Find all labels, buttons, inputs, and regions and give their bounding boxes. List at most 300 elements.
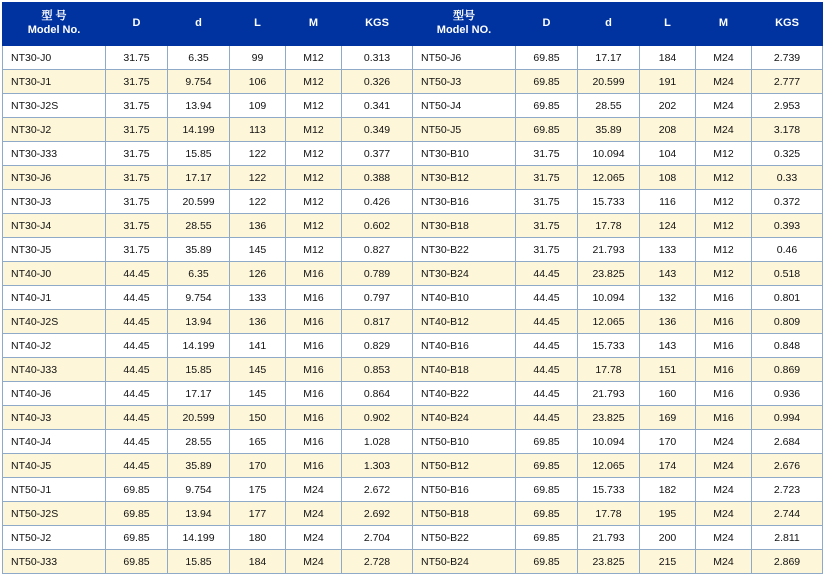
table-row [3, 142, 823, 166]
cell-value: 145 [230, 358, 286, 382]
cell-model: NT40-B22 [413, 382, 516, 406]
cell-value: 44.45 [516, 382, 578, 406]
header-model-right-en: Model NO. [436, 24, 492, 36]
cell-value: M16 [696, 358, 752, 382]
cell-model: NT50-J4 [413, 94, 516, 118]
cell-value: 31.75 [106, 118, 168, 142]
cell-value: 0.902 [342, 406, 413, 430]
cell-value: 136 [230, 214, 286, 238]
cell-value: 31.75 [516, 142, 578, 166]
cell-value: M12 [696, 214, 752, 238]
cell-value: 0.797 [342, 286, 413, 310]
cell-value: 69.85 [106, 526, 168, 550]
cell-value: 0.789 [342, 262, 413, 286]
cell-value: 20.599 [578, 70, 640, 94]
cell-value: 21.793 [578, 382, 640, 406]
cell-model: NT40-B10 [413, 286, 516, 310]
table-row [3, 46, 823, 70]
cell-value: 109 [230, 94, 286, 118]
cell-value: 28.55 [168, 214, 230, 238]
cell-model: NT30-B16 [413, 190, 516, 214]
cell-value: 200 [640, 526, 696, 550]
cell-value: 0.46 [752, 238, 823, 262]
cell-model: NT30-J4 [3, 214, 106, 238]
cell-value: 9.754 [168, 286, 230, 310]
cell-value: 0.372 [752, 190, 823, 214]
cell-value: 17.17 [578, 46, 640, 70]
cell-value: 195 [640, 502, 696, 526]
cell-value: 122 [230, 166, 286, 190]
cell-value: M24 [696, 550, 752, 574]
cell-value: 2.723 [752, 478, 823, 502]
cell-model: NT40-J4 [3, 430, 106, 454]
cell-model: NT30-J1 [3, 70, 106, 94]
cell-value: 0.817 [342, 310, 413, 334]
cell-value: 202 [640, 94, 696, 118]
cell-value: 69.85 [516, 550, 578, 574]
cell-value: 69.85 [516, 502, 578, 526]
cell-value: 108 [640, 166, 696, 190]
cell-value: 2.704 [342, 526, 413, 550]
cell-model: NT30-B22 [413, 238, 516, 262]
cell-value: 2.777 [752, 70, 823, 94]
cell-model: NT40-B18 [413, 358, 516, 382]
cell-value: 133 [640, 238, 696, 262]
cell-value: 12.065 [578, 454, 640, 478]
table-row [3, 502, 823, 526]
cell-value: 145 [230, 238, 286, 262]
cell-value: M12 [696, 142, 752, 166]
cell-value: M24 [696, 502, 752, 526]
cell-model: NT40-J3 [3, 406, 106, 430]
cell-value: 170 [230, 454, 286, 478]
cell-value: 15.733 [578, 190, 640, 214]
cell-model: NT50-J33 [3, 550, 106, 574]
cell-value: 132 [640, 286, 696, 310]
cell-value: 15.85 [168, 142, 230, 166]
table-row [3, 262, 823, 286]
cell-value: 169 [640, 406, 696, 430]
table-row [3, 334, 823, 358]
specification-table [2, 2, 823, 574]
cell-value: 17.78 [578, 214, 640, 238]
table-row [3, 166, 823, 190]
cell-value: 0.518 [752, 262, 823, 286]
cell-model: NT40-B12 [413, 310, 516, 334]
cell-value: 136 [230, 310, 286, 334]
cell-value: 44.45 [106, 382, 168, 406]
cell-value: 23.825 [578, 550, 640, 574]
cell-model: NT50-J2S [3, 502, 106, 526]
cell-model: NT50-B18 [413, 502, 516, 526]
cell-model: NT30-J2 [3, 118, 106, 142]
header-KGS-left: KGS [342, 3, 413, 46]
cell-model: NT50-J2 [3, 526, 106, 550]
cell-value: 136 [640, 310, 696, 334]
cell-value: M24 [286, 526, 342, 550]
cell-value: M12 [286, 238, 342, 262]
cell-value: 1.028 [342, 430, 413, 454]
cell-model: NT40-J1 [3, 286, 106, 310]
cell-value: 0.377 [342, 142, 413, 166]
cell-value: 0.325 [752, 142, 823, 166]
cell-value: 44.45 [106, 310, 168, 334]
cell-value: 13.94 [168, 502, 230, 526]
table-row [3, 190, 823, 214]
cell-value: 143 [640, 262, 696, 286]
cell-model: NT40-J0 [3, 262, 106, 286]
cell-value: 31.75 [516, 238, 578, 262]
table-row [3, 406, 823, 430]
cell-value: 165 [230, 430, 286, 454]
cell-model: NT30-J3 [3, 190, 106, 214]
cell-value: 208 [640, 118, 696, 142]
cell-value: 28.55 [168, 430, 230, 454]
cell-value: 106 [230, 70, 286, 94]
cell-value: M24 [696, 478, 752, 502]
cell-value: 31.75 [106, 70, 168, 94]
cell-value: 44.45 [106, 262, 168, 286]
cell-value: M16 [286, 262, 342, 286]
cell-value: 69.85 [516, 94, 578, 118]
cell-value: 122 [230, 142, 286, 166]
cell-value: 44.45 [516, 310, 578, 334]
cell-value: 69.85 [106, 550, 168, 574]
cell-value: 0.426 [342, 190, 413, 214]
cell-value: 175 [230, 478, 286, 502]
cell-value: 2.684 [752, 430, 823, 454]
cell-value: 133 [230, 286, 286, 310]
table-row [3, 118, 823, 142]
header-L-left: L [230, 3, 286, 46]
cell-value: 0.994 [752, 406, 823, 430]
cell-value: 0.936 [752, 382, 823, 406]
cell-value: M12 [696, 190, 752, 214]
cell-value: 99 [230, 46, 286, 70]
cell-model: NT30-J6 [3, 166, 106, 190]
cell-value: 10.094 [578, 142, 640, 166]
cell-value: 6.35 [168, 46, 230, 70]
cell-value: M16 [286, 382, 342, 406]
cell-value: 23.825 [578, 262, 640, 286]
cell-value: M16 [286, 430, 342, 454]
cell-value: 15.85 [168, 358, 230, 382]
cell-value: 145 [230, 382, 286, 406]
table-header [3, 3, 823, 46]
cell-value: M12 [286, 190, 342, 214]
cell-value: 0.341 [342, 94, 413, 118]
table-row [3, 238, 823, 262]
cell-value: M24 [696, 94, 752, 118]
cell-value: 17.78 [578, 502, 640, 526]
cell-value: 104 [640, 142, 696, 166]
cell-value: M16 [286, 286, 342, 310]
cell-value: 0.869 [752, 358, 823, 382]
cell-model: NT30-J2S [3, 94, 106, 118]
cell-value: 2.869 [752, 550, 823, 574]
cell-model: NT30-J5 [3, 238, 106, 262]
cell-value: M24 [286, 478, 342, 502]
cell-value: 182 [640, 478, 696, 502]
cell-value: 0.313 [342, 46, 413, 70]
cell-value: 2.676 [752, 454, 823, 478]
cell-value: 0.33 [752, 166, 823, 190]
cell-value: 113 [230, 118, 286, 142]
table-row [3, 70, 823, 94]
cell-value: 143 [640, 334, 696, 358]
cell-value: 15.733 [578, 334, 640, 358]
cell-value: 141 [230, 334, 286, 358]
cell-model: NT40-J33 [3, 358, 106, 382]
cell-value: 174 [640, 454, 696, 478]
cell-value: 126 [230, 262, 286, 286]
cell-value: 31.75 [516, 190, 578, 214]
cell-value: M16 [286, 358, 342, 382]
cell-value: 28.55 [578, 94, 640, 118]
cell-value: 14.199 [168, 526, 230, 550]
cell-value: 3.178 [752, 118, 823, 142]
cell-value: 10.094 [578, 286, 640, 310]
cell-value: 0.829 [342, 334, 413, 358]
cell-value: 44.45 [516, 286, 578, 310]
cell-value: 31.75 [106, 46, 168, 70]
cell-value: 44.45 [106, 334, 168, 358]
table-row [3, 94, 823, 118]
cell-model: NT30-B18 [413, 214, 516, 238]
cell-value: 0.393 [752, 214, 823, 238]
cell-value: 17.17 [168, 166, 230, 190]
header-KGS-right: KGS [752, 3, 823, 46]
table-row [3, 358, 823, 382]
cell-model: NT30-B12 [413, 166, 516, 190]
cell-value: 15.733 [578, 478, 640, 502]
cell-value: 2.953 [752, 94, 823, 118]
cell-value: 0.864 [342, 382, 413, 406]
cell-value: M24 [286, 502, 342, 526]
cell-value: M12 [286, 94, 342, 118]
cell-value: 44.45 [106, 454, 168, 478]
cell-value: M12 [696, 238, 752, 262]
cell-value: 0.827 [342, 238, 413, 262]
header-M-right: M [696, 3, 752, 46]
cell-value: M12 [696, 262, 752, 286]
table-row [3, 214, 823, 238]
cell-model: NT50-B22 [413, 526, 516, 550]
header-D-left: D [106, 3, 168, 46]
cell-value: 180 [230, 526, 286, 550]
cell-value: 44.45 [106, 430, 168, 454]
header-d-right: d [578, 3, 640, 46]
cell-value: 31.75 [516, 214, 578, 238]
cell-value: 31.75 [516, 166, 578, 190]
cell-value: 31.75 [106, 94, 168, 118]
cell-value: 31.75 [106, 214, 168, 238]
cell-value: 0.801 [752, 286, 823, 310]
cell-value: 0.848 [752, 334, 823, 358]
table-row [3, 526, 823, 550]
cell-model: NT50-B16 [413, 478, 516, 502]
cell-value: M16 [286, 334, 342, 358]
cell-value: 2.744 [752, 502, 823, 526]
header-L-right: L [640, 3, 696, 46]
cell-value: 0.349 [342, 118, 413, 142]
cell-model: NT40-J5 [3, 454, 106, 478]
cell-value: 13.94 [168, 310, 230, 334]
table-row [3, 550, 823, 574]
cell-value: M24 [696, 526, 752, 550]
cell-value: M24 [696, 70, 752, 94]
header-model-left-cn: 型 号 [41, 10, 67, 23]
cell-value: 12.065 [578, 166, 640, 190]
cell-value: 6.35 [168, 262, 230, 286]
cell-value: 35.89 [168, 238, 230, 262]
cell-value: 69.85 [516, 118, 578, 142]
cell-value: M16 [696, 286, 752, 310]
header-D-right: D [516, 3, 578, 46]
cell-value: 44.45 [516, 262, 578, 286]
cell-model: NT40-B24 [413, 406, 516, 430]
cell-value: M16 [286, 310, 342, 334]
cell-value: 44.45 [106, 286, 168, 310]
cell-model: NT40-J2 [3, 334, 106, 358]
cell-value: 191 [640, 70, 696, 94]
cell-value: 44.45 [106, 406, 168, 430]
cell-value: M12 [286, 142, 342, 166]
cell-model: NT50-J6 [413, 46, 516, 70]
cell-value: M24 [696, 118, 752, 142]
cell-value: 124 [640, 214, 696, 238]
cell-value: M16 [696, 334, 752, 358]
cell-model: NT40-B16 [413, 334, 516, 358]
header-row [3, 3, 823, 46]
table-row [3, 478, 823, 502]
header-model-right-cn: 型号 [453, 10, 475, 23]
cell-value: 17.78 [578, 358, 640, 382]
cell-value: 2.692 [342, 502, 413, 526]
cell-value: 9.754 [168, 70, 230, 94]
cell-model: NT50-B12 [413, 454, 516, 478]
cell-model: NT50-J5 [413, 118, 516, 142]
cell-value: 14.199 [168, 118, 230, 142]
cell-value: 69.85 [516, 430, 578, 454]
cell-value: 13.94 [168, 94, 230, 118]
cell-value: 69.85 [106, 502, 168, 526]
table-row [3, 310, 823, 334]
cell-value: 151 [640, 358, 696, 382]
cell-value: M16 [696, 406, 752, 430]
cell-value: M12 [286, 46, 342, 70]
cell-value: 31.75 [106, 190, 168, 214]
cell-value: 170 [640, 430, 696, 454]
cell-model: NT30-B10 [413, 142, 516, 166]
cell-model: NT30-B24 [413, 262, 516, 286]
cell-value: 215 [640, 550, 696, 574]
cell-value: 150 [230, 406, 286, 430]
cell-value: M12 [696, 166, 752, 190]
header-d-left: d [168, 3, 230, 46]
cell-value: 0.853 [342, 358, 413, 382]
cell-value: M12 [286, 214, 342, 238]
cell-value: 44.45 [516, 406, 578, 430]
cell-value: 69.85 [516, 526, 578, 550]
cell-value: M24 [696, 46, 752, 70]
cell-model: NT50-J1 [3, 478, 106, 502]
cell-value: 184 [640, 46, 696, 70]
cell-value: 44.45 [516, 334, 578, 358]
cell-value: M12 [286, 70, 342, 94]
cell-value: 0.809 [752, 310, 823, 334]
table-row [3, 382, 823, 406]
cell-value: 69.85 [516, 454, 578, 478]
cell-value: 21.793 [578, 238, 640, 262]
table-body [3, 46, 823, 574]
cell-value: 122 [230, 190, 286, 214]
table-row [3, 454, 823, 478]
header-M-left: M [286, 3, 342, 46]
cell-value: 31.75 [106, 142, 168, 166]
cell-value: M24 [696, 454, 752, 478]
header-model-right [413, 3, 516, 46]
table-row [3, 430, 823, 454]
cell-model: NT50-B24 [413, 550, 516, 574]
cell-value: 0.388 [342, 166, 413, 190]
cell-value: 1.303 [342, 454, 413, 478]
cell-value: 69.85 [516, 46, 578, 70]
cell-model: NT40-J2S [3, 310, 106, 334]
cell-value: M16 [286, 454, 342, 478]
cell-value: 2.811 [752, 526, 823, 550]
cell-value: 31.75 [106, 238, 168, 262]
table-row [3, 286, 823, 310]
cell-value: M24 [286, 550, 342, 574]
cell-value: 44.45 [106, 358, 168, 382]
cell-value: 9.754 [168, 478, 230, 502]
cell-value: 116 [640, 190, 696, 214]
cell-model: NT40-J6 [3, 382, 106, 406]
cell-value: 35.89 [168, 454, 230, 478]
cell-value: 10.094 [578, 430, 640, 454]
cell-value: 184 [230, 550, 286, 574]
cell-value: 0.602 [342, 214, 413, 238]
cell-value: M12 [286, 166, 342, 190]
cell-model: NT30-J33 [3, 142, 106, 166]
cell-value: 2.672 [342, 478, 413, 502]
cell-value: 23.825 [578, 406, 640, 430]
cell-value: 31.75 [106, 166, 168, 190]
cell-value: 0.326 [342, 70, 413, 94]
cell-model: NT50-B10 [413, 430, 516, 454]
cell-value: M16 [696, 310, 752, 334]
cell-value: 44.45 [516, 358, 578, 382]
cell-value: 2.728 [342, 550, 413, 574]
cell-value: 177 [230, 502, 286, 526]
cell-value: 160 [640, 382, 696, 406]
cell-value: M16 [286, 406, 342, 430]
cell-value: M16 [696, 382, 752, 406]
cell-value: 17.17 [168, 382, 230, 406]
cell-value: 15.85 [168, 550, 230, 574]
cell-value: 14.199 [168, 334, 230, 358]
cell-model: NT50-J3 [413, 70, 516, 94]
cell-value: 20.599 [168, 406, 230, 430]
cell-value: 21.793 [578, 526, 640, 550]
header-model-left-en: Model No. [27, 24, 81, 36]
cell-value: 12.065 [578, 310, 640, 334]
cell-value: 69.85 [106, 478, 168, 502]
cell-value: M24 [696, 430, 752, 454]
cell-value: 20.599 [168, 190, 230, 214]
cell-value: 69.85 [516, 478, 578, 502]
